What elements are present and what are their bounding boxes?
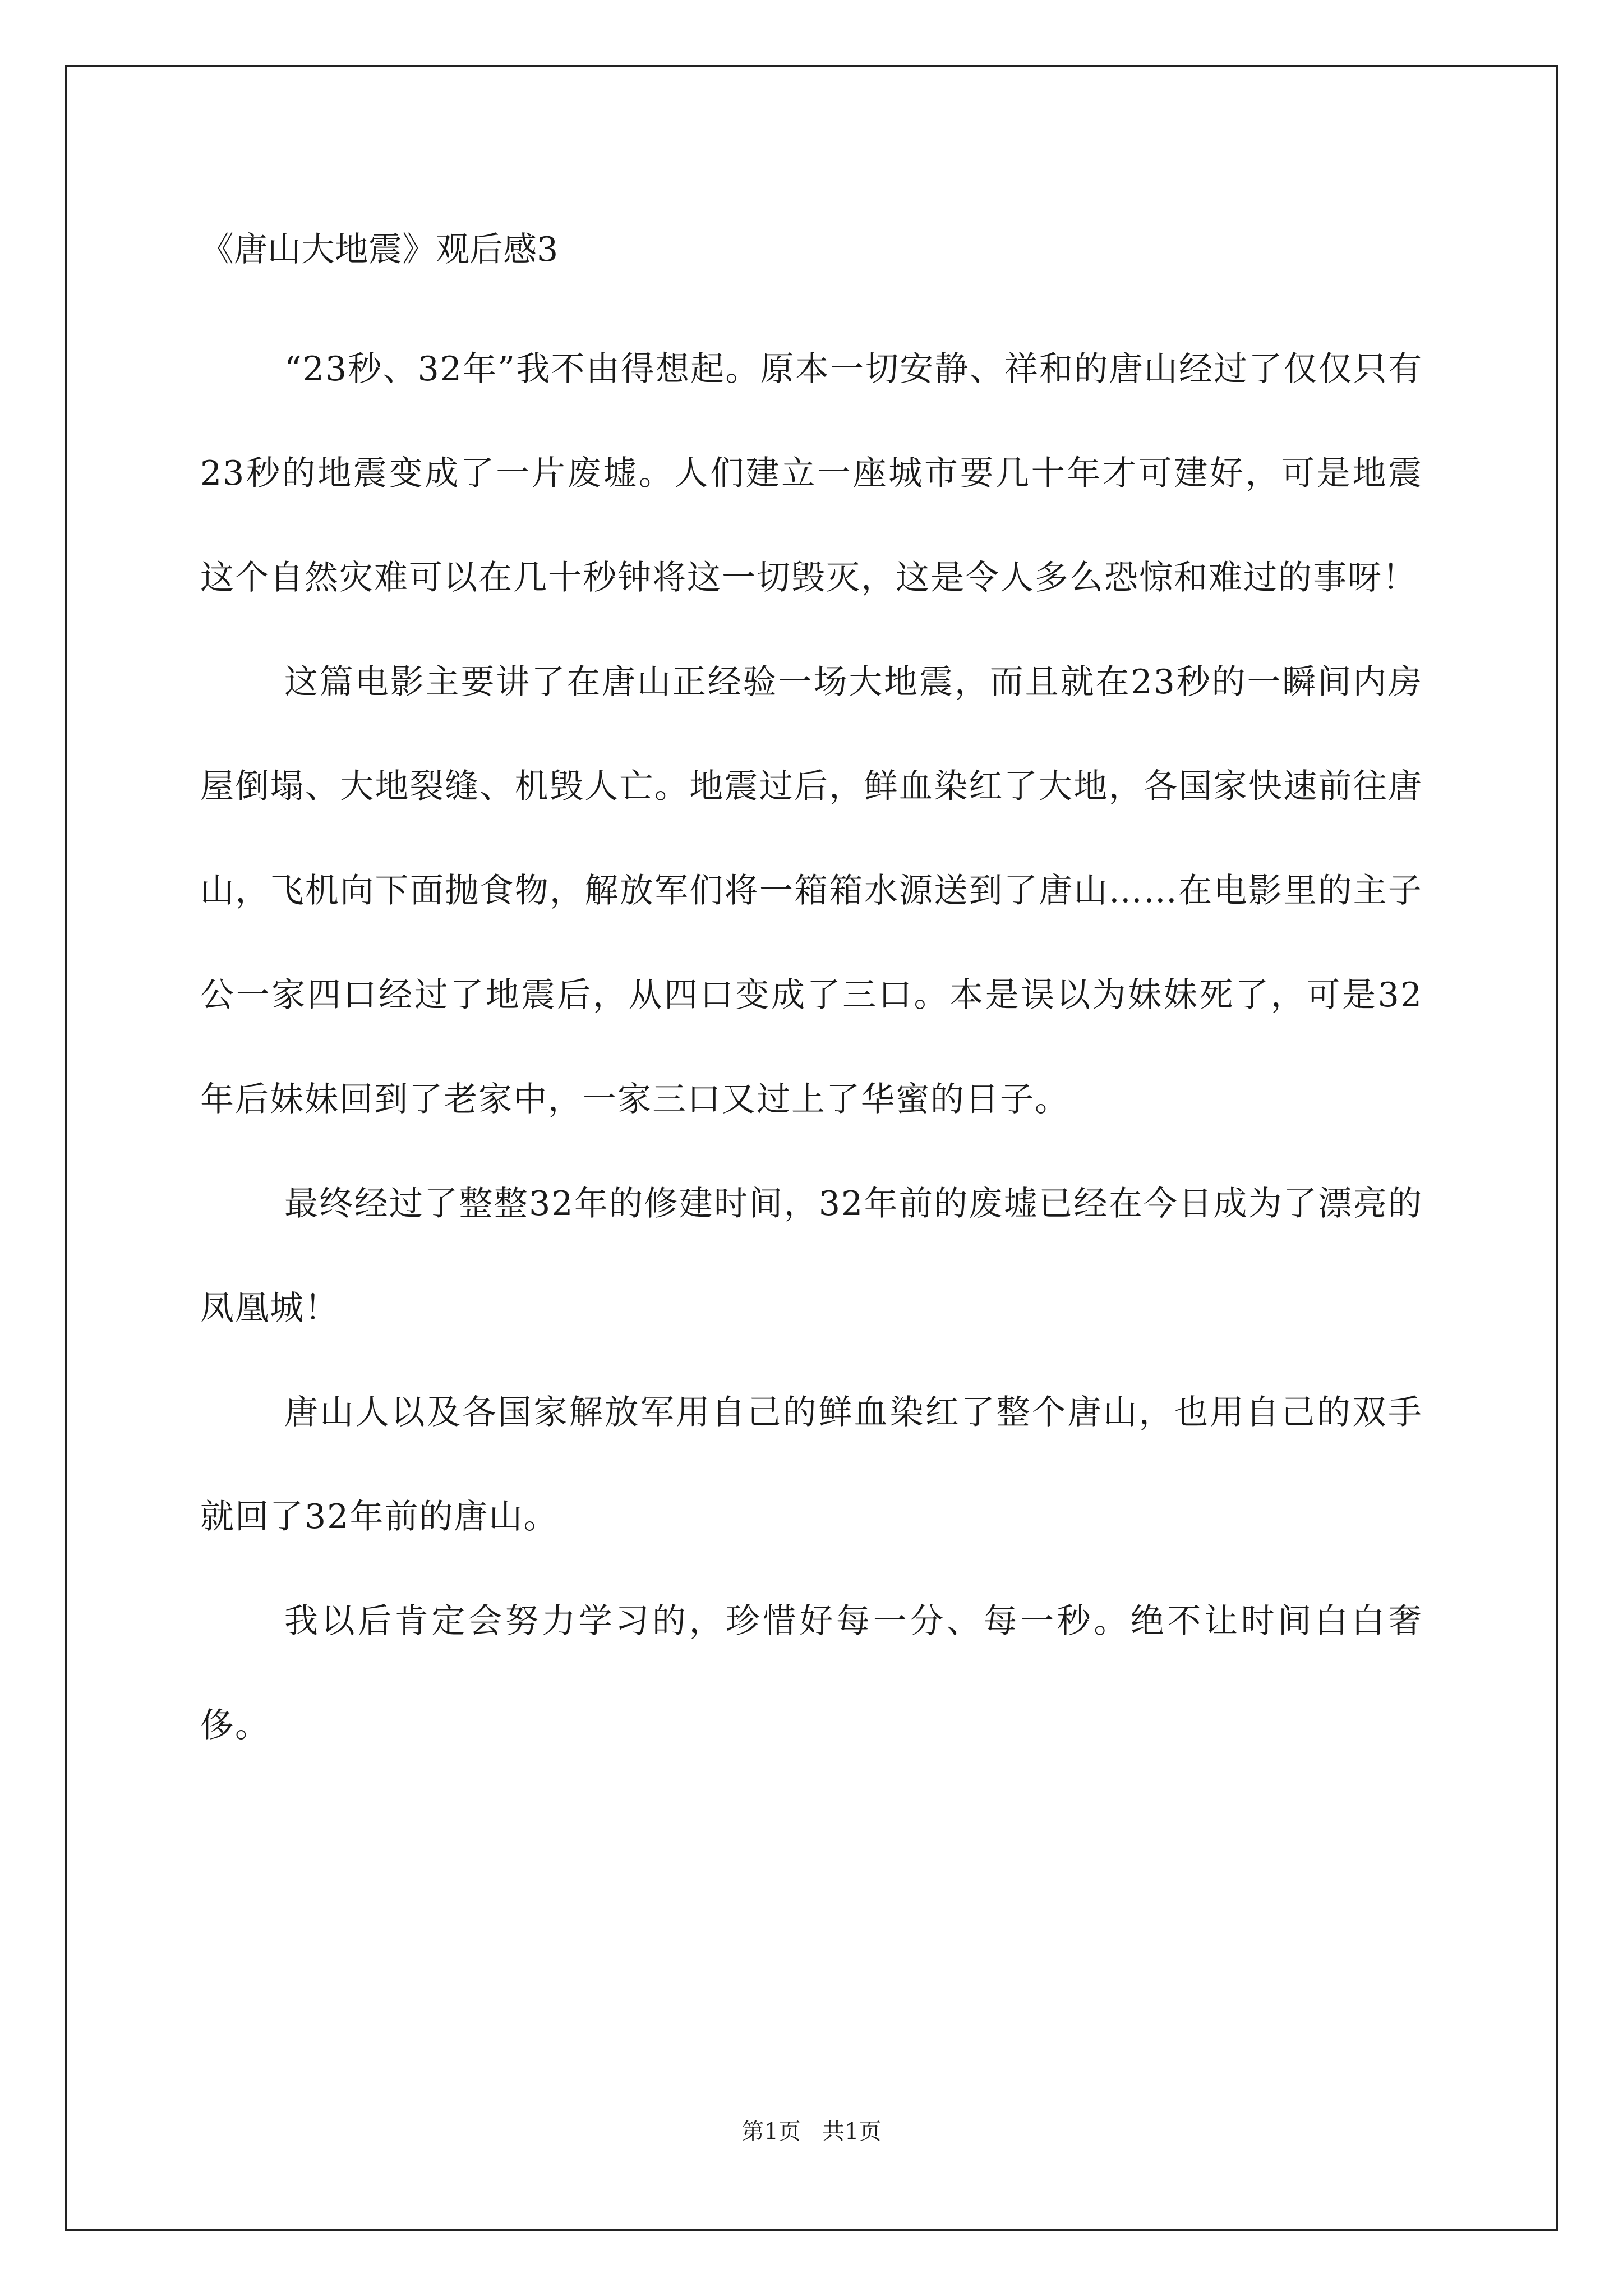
- document-body: [200, 317, 1423, 1778]
- document-title: 《唐山大地震》观后感3: [200, 230, 559, 269]
- paragraph-5: 我以后肯定会努力学习的，珍惜好每一分、每一秒。绝不让时间白白奢侈。: [200, 1602, 1423, 1745]
- paragraph-1: “23秒、32年”我不由得想起。原本一切安静、祥和的唐山经过了仅仅只有23秒的地震变成了一片废墟。人们建立一座城市要几十年才可建好，可是地震这个自然灾难可以在几十秒钟将这一切毁灭，这是令人多么恐惊和难过的事呀！: [200, 349, 1423, 597]
- paragraph-3: 最终经过了整整32年的修建时间，32年前的废墟已经在今日成为了漂亮的凤凰城！: [200, 1184, 1423, 1328]
- page-footer: 第1页 共1页: [741, 2119, 882, 2145]
- paragraph-4: 唐山人以及各国家解放军用自己的鲜血染红了整个唐山，也用自己的双手就回了32年前的唐山。: [200, 1393, 1423, 1536]
- paragraph-2: 这篇电影主要讲了在唐山正经验一场大地震，而且就在23秒的一瞬间内房屋倒塌、大地裂缝、机毁人亡。地震过后，鲜血染红了大地，各国家快速前往唐山，飞机向下面抛食物，解放军们将一箱箱水源送到了唐山……在电影里的主子公一家四口经过了地震后，从四口变成了三口。本是误以为妹妹死了，可是32年后妹妹回到了老家中，一家三口又过上了华蜜的日子。: [200, 662, 1423, 1119]
